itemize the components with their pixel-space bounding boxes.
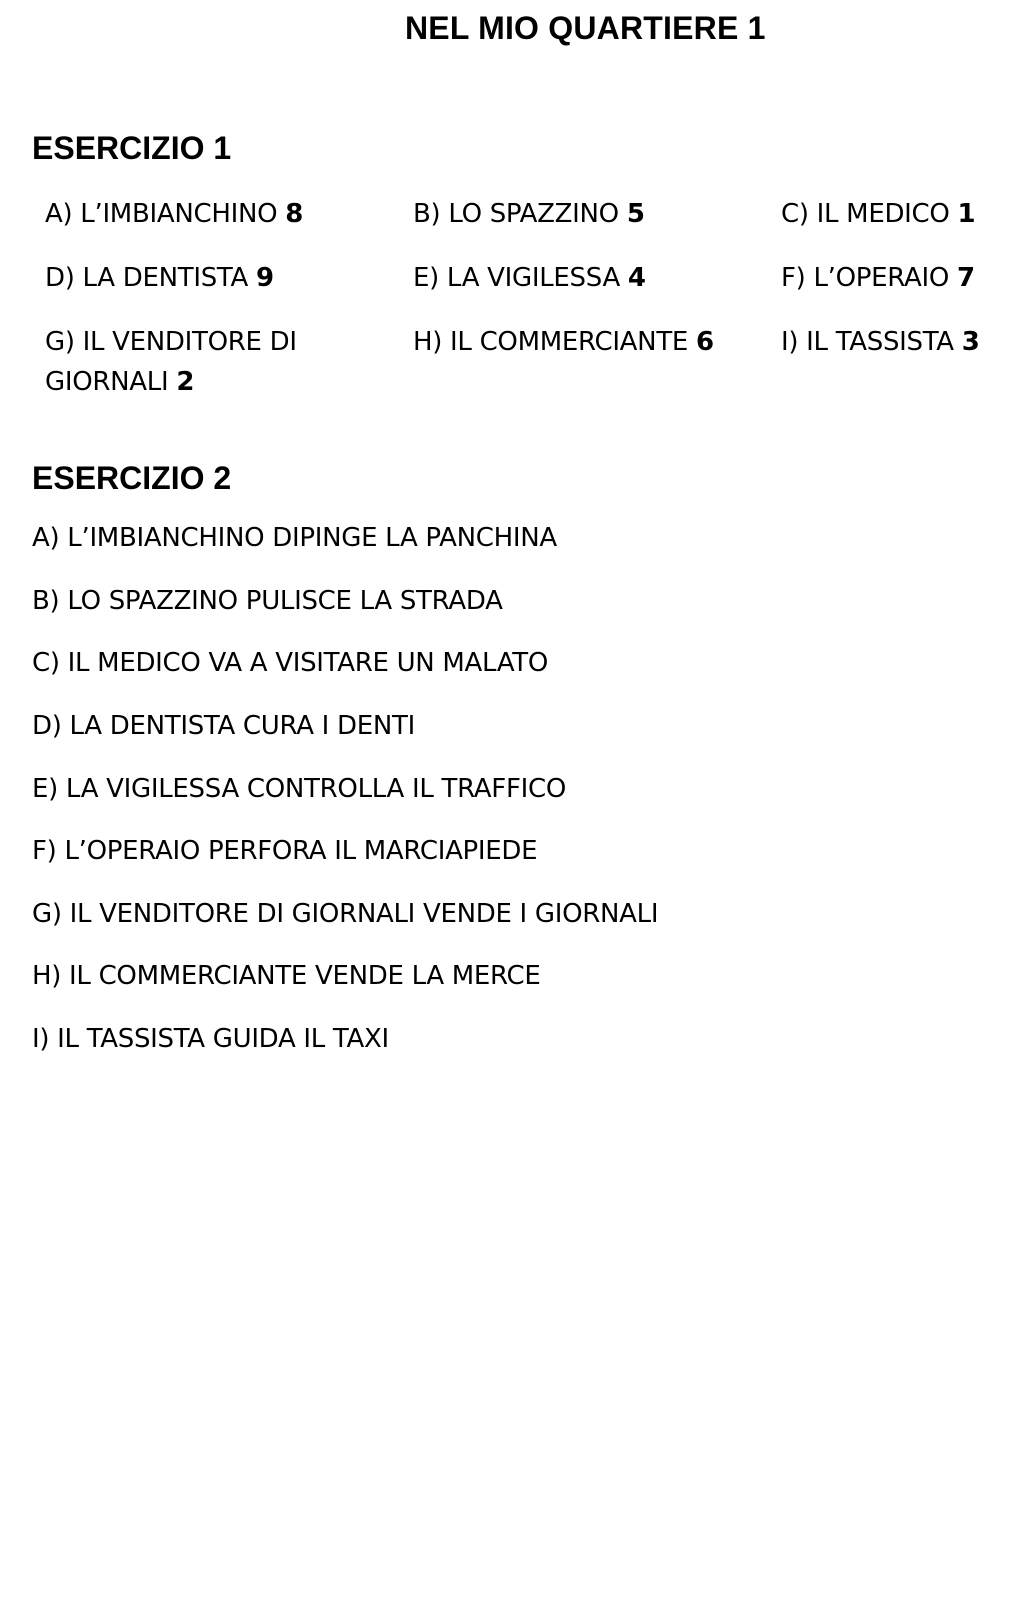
exercise-2-sentence-d: D) LA DENTISTA CURA I DENTI	[32, 711, 415, 741]
item-label-line-2	[45, 362, 297, 402]
item-label: G) IL VENDITORE DI	[45, 327, 297, 357]
item-label: I) IL TASSISTA	[781, 327, 954, 357]
item-label-continued: GIORNALI	[45, 367, 169, 397]
exercise-1-item-h	[413, 322, 714, 362]
item-answer: 6	[696, 327, 714, 357]
item-answer: 2	[176, 367, 195, 397]
exercise-1-item-i	[781, 322, 980, 362]
exercise-1-item-c	[781, 194, 975, 234]
exercise-2-sentence-i: I) IL TASSISTA GUIDA IL TAXI	[32, 1024, 389, 1054]
page-title: NEL MIO QUARTIERE 1	[405, 10, 766, 46]
item-answer: 7	[956, 263, 975, 293]
item-label: D) LA DENTISTA	[45, 263, 248, 293]
exercise-2-sentence-b: B) LO SPAZZINO PULISCE LA STRADA	[32, 586, 503, 616]
item-answer: 8	[285, 199, 304, 229]
exercise-2-sentence-e: E) LA VIGILESSA CONTROLLA IL TRAFFICO	[32, 774, 566, 804]
item-answer: 4	[627, 263, 646, 293]
item-label: E) LA VIGILESSA	[413, 263, 620, 293]
item-label: C) IL MEDICO	[781, 199, 950, 229]
item-answer: 5	[626, 199, 645, 229]
exercise-1-heading: ESERCIZIO 1	[32, 130, 232, 166]
exercise-1-item-g	[45, 322, 297, 402]
exercise-2-sentence-f: F) L’OPERAIO PERFORA IL MARCIAPIEDE	[32, 836, 538, 866]
exercise-1-item-a	[45, 194, 303, 234]
exercise-2-sentence-a: A) L’IMBIANCHINO DIPINGE LA PANCHINA	[32, 523, 557, 553]
item-label: A) L’IMBIANCHINO	[45, 199, 278, 229]
exercise-2-sentence-c: C) IL MEDICO VA A VISITARE UN MALATO	[32, 648, 549, 678]
item-label: H) IL COMMERCIANTE	[413, 327, 689, 357]
exercise-2-heading: ESERCIZIO 2	[32, 460, 232, 496]
item-label: F) L’OPERAIO	[781, 263, 950, 293]
exercise-1-item-d	[45, 258, 274, 298]
item-label: B) LO SPAZZINO	[413, 199, 619, 229]
exercise-1-item-f	[781, 258, 975, 298]
exercise-1-item-b	[413, 194, 645, 234]
item-answer: 1	[957, 199, 976, 229]
item-answer: 9	[255, 263, 274, 293]
exercise-1-item-e	[413, 258, 646, 298]
item-answer: 3	[961, 327, 980, 357]
exercise-2-sentence-g: G) IL VENDITORE DI GIORNALI VENDE I GIORNALI	[32, 899, 659, 929]
exercise-2-sentence-h: H) IL COMMERCIANTE VENDE LA MERCE	[32, 961, 541, 991]
